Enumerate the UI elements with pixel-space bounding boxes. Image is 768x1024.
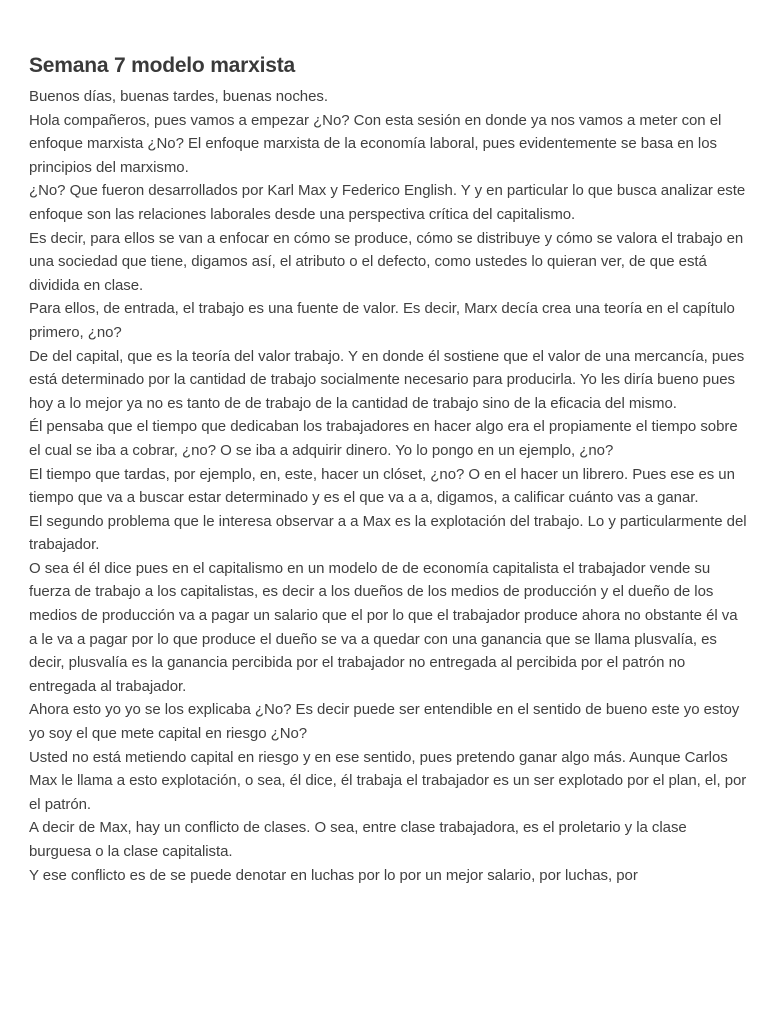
paragraph: Ahora esto yo yo se los explicaba ¿No? Es decir puede ser entendible en el sentido de bueno este yo estoy yo soy el que mete capital en riesgo ¿No? bbox=[29, 701, 740, 743]
paragraph: Buenos días, buenas tardes, buenas noches. bbox=[29, 88, 328, 105]
paragraph: El tiempo que tardas, por ejemplo, en, este, hacer un clóset, ¿no? O en el hacer un librero. Pues ese es un tiempo que va a buscar estar determinado y es el que va a a, digamos, a calificar cuánto vas a ganar. bbox=[29, 465, 735, 507]
paragraph: ¿No? Que fueron desarrollados por Karl Max y Federico English. Y y en particular lo que busca analizar este enfoque son las relaciones laborales desde una perspectiva crítica del capitalismo. bbox=[29, 182, 746, 223]
paragraph: Él pensaba que el tiempo que dedicaban los trabajadores en hacer algo era el propiamente el tiempo sobre el cual se iba a cobrar, ¿no? O se iba a adquirir dinero. Yo lo pongo en un ejemplo, ¿no? bbox=[29, 418, 738, 459]
document-page bbox=[29, 52, 749, 887]
paragraph: Usted no está metiendo capital en riesgo y en ese sentido, pues pretendo ganar algo más. Aunque Carlos Max le llama a esto explotación, o sea, él dice, él trabaja el trabajador es un ser explotado por el plan, el, por el patrón. bbox=[29, 748, 747, 813]
paragraph: O sea él él dice pues en el capitalismo en un modelo de de economía capitalista el trabajador vende su fuerza de trabajo a los capitalistas, es decir a los dueños de los medios de producción y el dueño de los medios de producción va a pagar un salario que el por lo que el trabajador produce ahora no obstante él va a le va a pagar por lo que produce el dueño se va a quedar con una ganancia que se llama plusvalía, es decir, plusvalía es la ganancia percibida por el trabajador no entregada al percibida por el patrón no entregada al trabajador. bbox=[29, 559, 738, 695]
paragraph: Para ellos, de entrada, el trabajo es una fuente de valor. Es decir, Marx decía crea una teoría en el capítulo primero, ¿no? bbox=[29, 300, 735, 341]
paragraph: Es decir, para ellos se van a enfocar en cómo se produce, cómo se distribuye y cómo se valora el trabajo en una sociedad que tiene, digamos así, el atributo o el defecto, como ustedes lo quieran ver, de que está dividida en clase. bbox=[29, 229, 744, 294]
paragraph: A decir de Max, hay un conflicto de clases. O sea, entre clase trabajadora, es el proletario y la clase burguesa o la clase capitalista. bbox=[29, 819, 687, 860]
paragraph: Hola compañeros, pues vamos a empezar ¿No? Con esta sesión en donde ya nos vamos a meter con el enfoque marxista ¿No? El enfoque marxista de la economía laboral, pues evidentemente se basa en los principios del marxismo. bbox=[29, 111, 722, 176]
paragraph: De del capital, que es la teoría del valor trabajo. Y en donde él sostiene que el valor de una mercancía, pues está determinado por la cantidad de trabajo socialmente necesario para producirla. Yo les diría bueno pues hoy a lo mejor ya no es tanto de de trabajo de la cantidad de trabajo sino de la eficacia del mismo. bbox=[29, 347, 745, 412]
paragraph: Y ese conflicto es de se puede denotar en luchas por lo por un mejor salario, por luchas, por bbox=[29, 866, 638, 884]
paragraph: El segundo problema que le interesa observar a a Max es la explotación del trabajo. Lo y particularmente del trabajador. bbox=[29, 512, 747, 554]
page-title: Semana 7 modelo marxista bbox=[29, 54, 295, 77]
